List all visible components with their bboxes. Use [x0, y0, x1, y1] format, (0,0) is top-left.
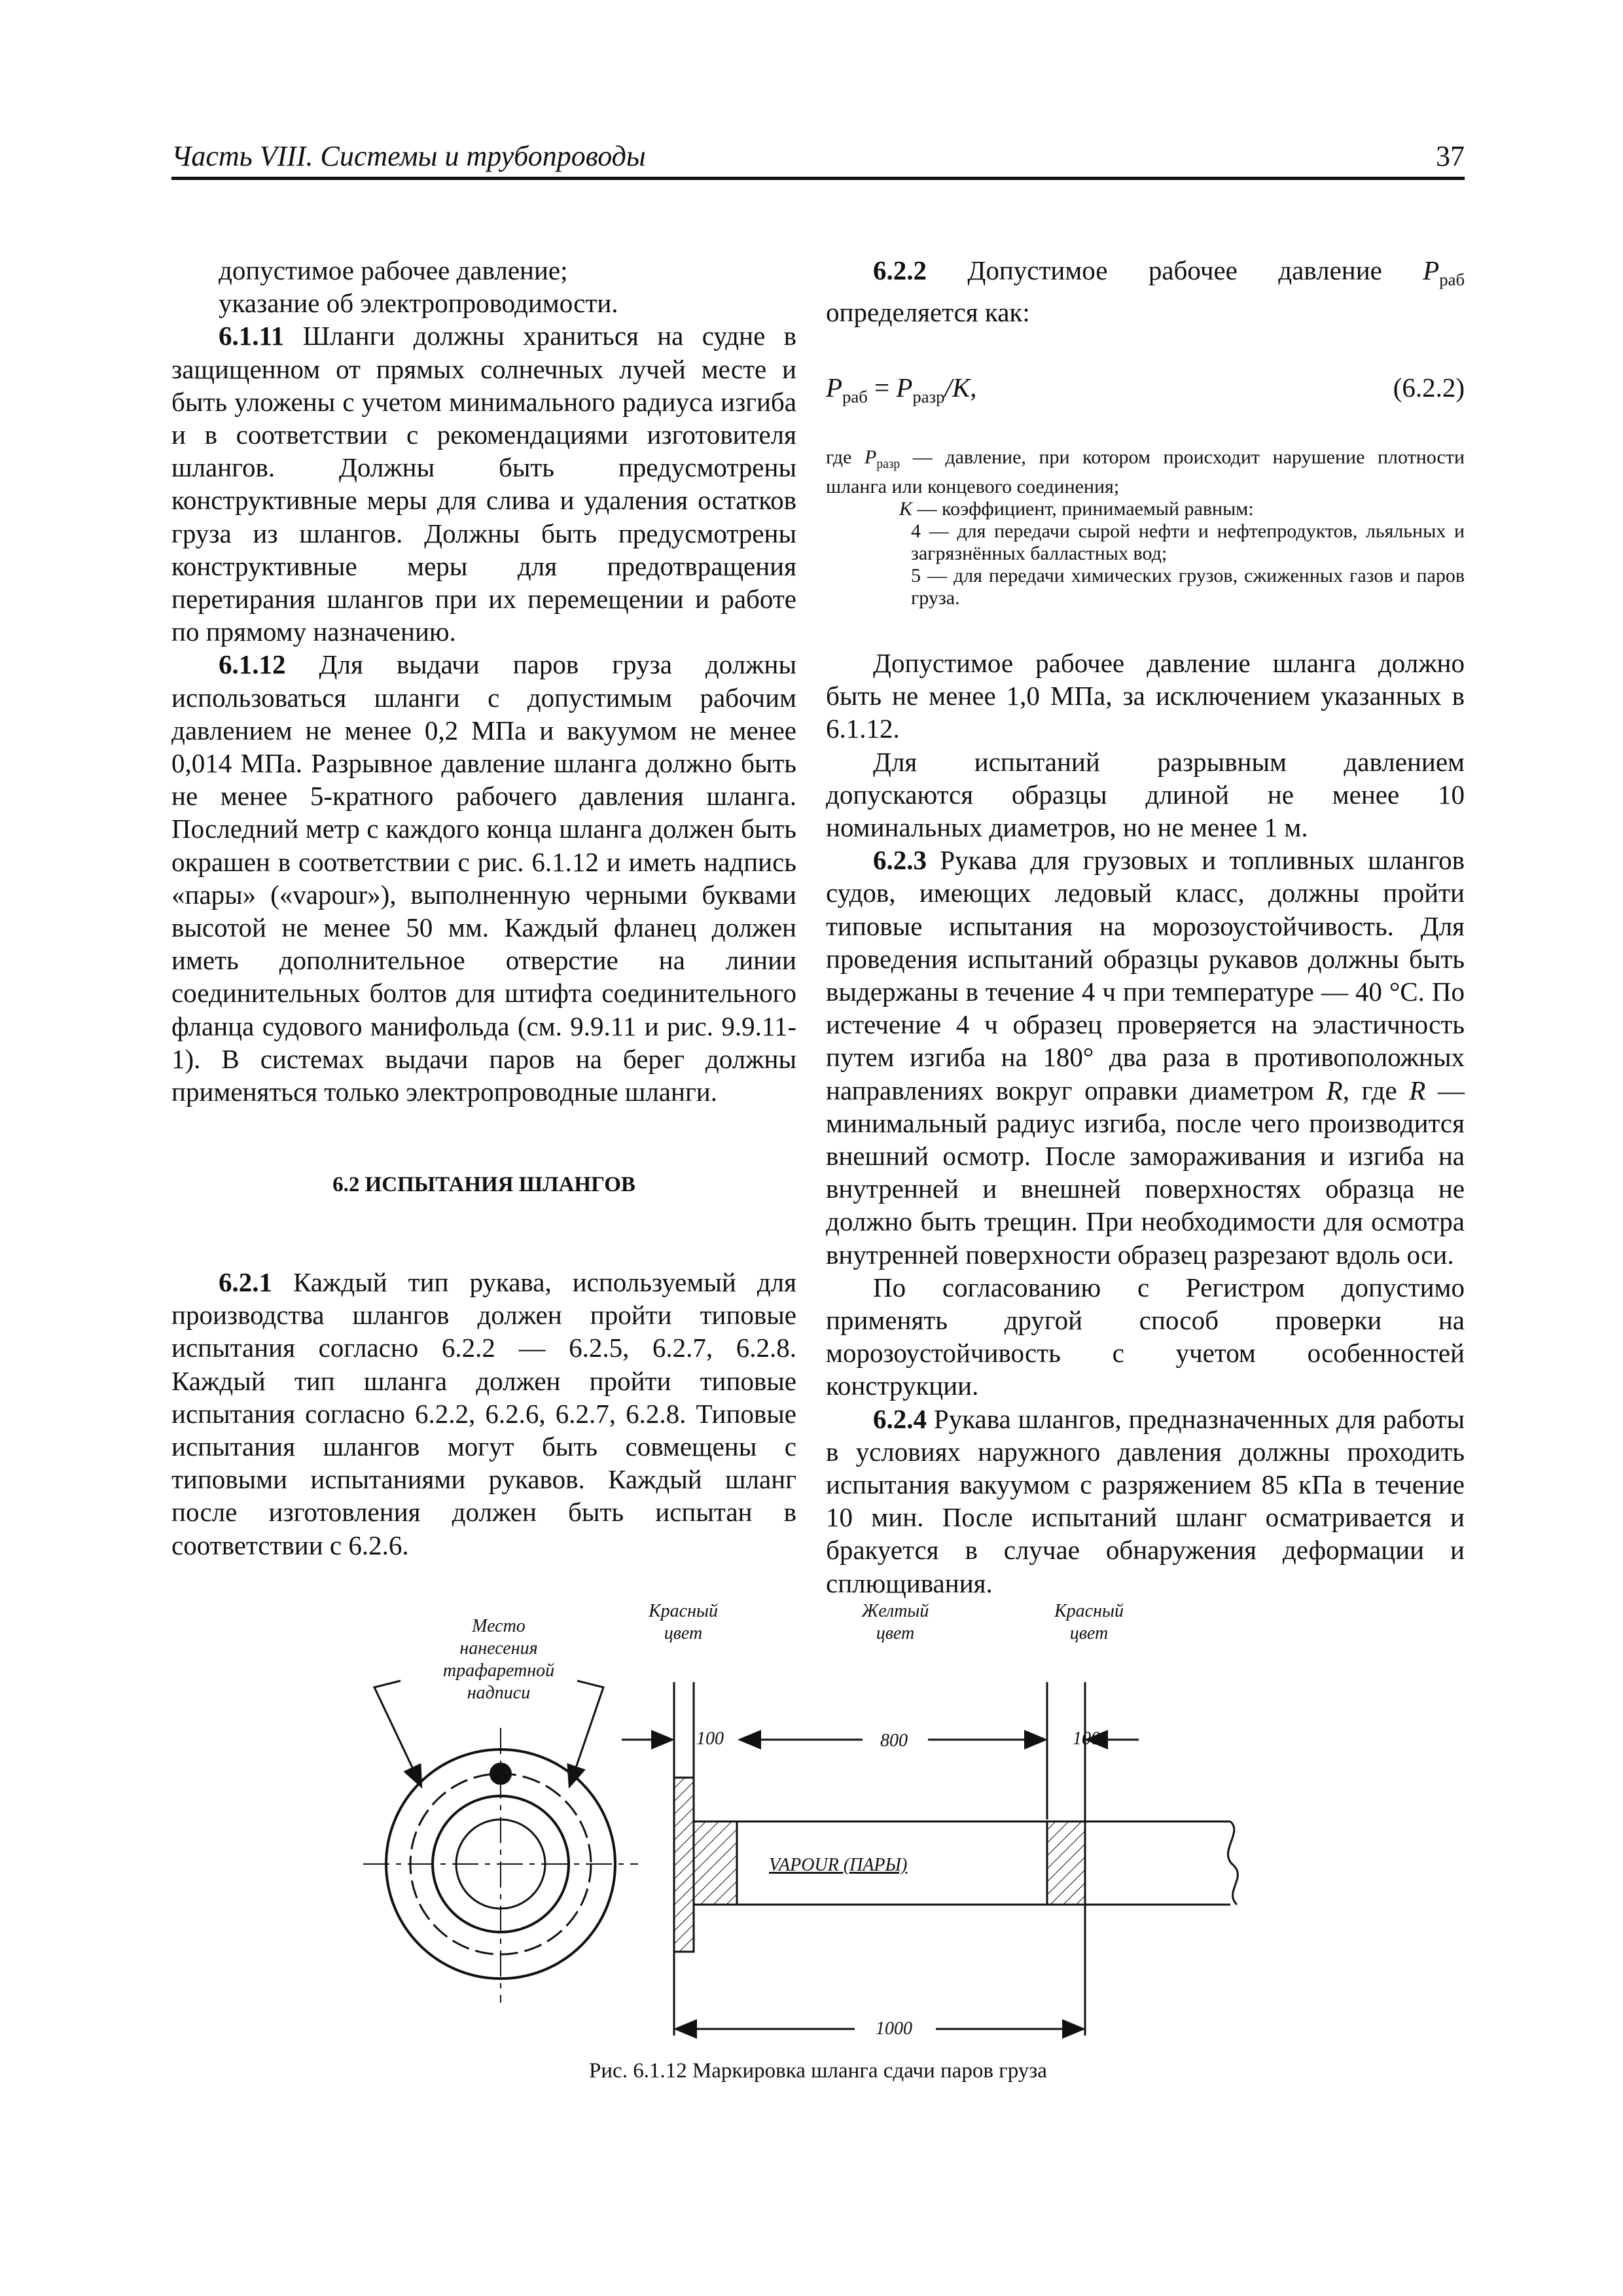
figure-caption: Рис. 6.1.12 Маркировка шланга сдачи паров груза	[589, 2059, 1047, 2083]
paragraph-text: Рукава шлангов, предназначенных для работы в условиях наружного давления должны проходить испытания вакуумом с разряжением 85 кПа в течение 10 мин. После испытаний шланг осматривается и бракуется в случае обнаружения деформации и сплющивания.	[826, 1403, 1465, 1598]
legend-text: — для передачи сырой нефти и нефтепродуктов, льяльных и загрязнённых балластных вод;	[911, 520, 1465, 564]
page-header	[171, 140, 1465, 180]
paragraph-6-2-2	[826, 254, 1465, 329]
paragraph: По согласованию с Регистром допустимо применять другой способ проверки на морозоустойчивость с учетом особенностей конструкции.	[826, 1272, 1465, 1401]
paragraph-text: Рукава для грузовых и топливных шлангов судов, имеющих ледовый класс, должны пройти типовые испытания на морозоустойчивость. Для проведения испытаний образцы рукавов должны быть выдержаны в течение 4 ч при температуре — 40 °С. По истечение 4 ч образец проверяется на эластичность путем изгиба на 180° два раза в противоположных направлениях вокруг оправки диаметром	[826, 845, 1465, 1105]
label-place: Место нанесения трафаретной надписи	[442, 1616, 555, 1703]
legend-where: где	[826, 446, 852, 468]
paragraph: указание об электропроводимости.	[219, 288, 618, 319]
dim-100-left: 100	[696, 1729, 724, 1749]
section-number: 6.2.1	[219, 1267, 272, 1297]
label-yellow: Желтый цвет	[861, 1601, 929, 1643]
paragraph: Допустимое рабочее давление шланга должно быть не менее 1,0 МПа, за исключением указанных в 6.1.12.	[826, 648, 1465, 744]
subscript: разр	[912, 387, 945, 407]
section-number: 6.2.3	[873, 845, 927, 876]
hose-marking-figure	[327, 1584, 1309, 2068]
header-title: Часть VIII. Системы и трубопроводы	[171, 140, 646, 172]
legend-row-p	[826, 446, 1465, 498]
paragraph-6-2-3	[826, 844, 1465, 1271]
paragraph-text: Допустимое рабочее давление	[967, 255, 1423, 285]
paragraph-6-2-1	[171, 1266, 796, 1562]
red-band-left	[694, 1821, 737, 1905]
formula-number: (6.2.2)	[1393, 372, 1465, 403]
section-number: 6.2.2	[873, 255, 927, 285]
variable: P	[826, 372, 843, 403]
variable: P	[864, 446, 877, 468]
legend-text: — коэффициент, принимаемый равным:	[917, 498, 1254, 520]
paragraph-text: Каждый тип рукава, используемый для производства шлангов должен пройти типовые испытания согласно 6.2.2 — 6.2.5, 6.2.7, 6.2.8. Каждый тип шланга должен пройти типовые испытания согласно 6.2.2, 6.2.6, 6.2.7, 6.2.8. Типовые испытания шлангов могут быть совмещены с типовыми испытаниями рукавов. Каждый шланг после изготовления должен быть испытан в соответствии с 6.2.6.	[171, 1267, 796, 1560]
section-number: 6.1.11	[219, 321, 285, 351]
flange-side	[674, 1778, 694, 1952]
red-band-right	[1047, 1821, 1085, 1905]
formula-expression	[826, 372, 976, 407]
variable: R	[1326, 1075, 1343, 1105]
label-red-2: Красный цвет	[1054, 1601, 1124, 1643]
legend-row-5	[826, 565, 1465, 609]
dim-1000: 1000	[876, 2018, 912, 2039]
left-column-lower	[171, 1266, 796, 1562]
hose-label: VAPOUR (ПАРЫ)	[769, 1855, 908, 1875]
left-column	[171, 254, 796, 1108]
dim-800: 800	[880, 1731, 908, 1751]
legend-value: 4	[911, 520, 921, 542]
paragraph-text: — минимальный радиус изгиба, после чего производится внешний осмотр. После замораживания и изгиба на внутренней и внешней поверхностях образца не должно быть трещин. При необходимости для осмотра внутренней поверхности образец разрезают вдоль оси.	[826, 1075, 1465, 1270]
legend-text: — для передачи химических грузов, сжиженных газов и паров груза.	[911, 565, 1465, 609]
paragraph-text: Для выдачи паров груза должны использоваться шланги с допустимым рабочим давлением не менее 0,2 МПа и вакуумом не менее 0,014 МПа. Разрывное давление шланга должно быть не менее 5-кратного рабочего давления шланга. Последний метр с каждого конца шланга должен быть окрашен в соответствии с рис. 6.1.12 и иметь надпись «пары» («vapour»), выполненную черными буквами высотой не менее 50 мм. Каждый фланец должен иметь дополнительное отверстие на линии соединительных болтов для штифта соединительного фланца судового манифольда (см. 9.9.11 и рис. 9.9.11-1). В системах выдачи паров на берег должны применяться только электропроводные шланги.	[171, 649, 796, 1107]
subscript: раб	[842, 387, 868, 407]
variable: K	[899, 498, 913, 520]
subscript: разр	[876, 457, 901, 471]
variable: /K,	[944, 372, 977, 403]
label-red-1: Красный цвет	[649, 1601, 718, 1643]
legend-row-k	[826, 498, 1465, 520]
paragraph-6-2-4	[826, 1403, 1465, 1600]
paragraph: Для испытаний разрывным давлением допускаются образцы длиной не менее 10 номинальных диаметров, но не менее 1 м.	[826, 746, 1465, 843]
subscript: раб	[1439, 270, 1465, 290]
paragraph-6-1-12	[171, 648, 796, 1108]
section-heading: 6.2 ИСПЫТАНИЯ ШЛАНГОВ	[332, 1173, 635, 1196]
paragraph-6-1-11	[171, 319, 796, 648]
page-number: 37	[1436, 140, 1465, 172]
paragraph-text: , где	[1342, 1075, 1410, 1105]
paragraph-text: Шланги должны храниться на судне в защищенном от прямых солнечных лучей месте и быть уложены с учетом минимального радиуса изгиба и в соответствии с рекомендациями изготовителя шлангов. Должны быть предусмотрены конструктивные меры для слива и удаления остатков груза из шлангов. Должны быть предусмотрены конструктивные меры для предотвращения перетирания шлангов при их перемещении и работе по прямому назначению.	[171, 321, 797, 647]
right-column-lower	[826, 647, 1465, 1600]
variable: P	[1423, 255, 1440, 285]
variable: R	[1409, 1075, 1426, 1105]
variable: P	[896, 372, 913, 403]
paragraph-text: определяется как:	[826, 297, 1030, 328]
paragraph: допустимое рабочее давление;	[219, 255, 568, 285]
legend-row-4	[826, 520, 1465, 565]
legend-value: 5	[911, 565, 921, 586]
formula-legend	[826, 446, 1465, 609]
section-number: 6.2.4	[873, 1403, 927, 1434]
right-column	[826, 254, 1465, 329]
stencil-dot	[490, 1763, 512, 1785]
equals-sign: =	[867, 372, 897, 403]
dim-100-right: 100	[1073, 1729, 1100, 1749]
section-number: 6.1.12	[219, 649, 286, 680]
legend-text: — давление, при котором происходит нарушение плотности шланга или концевого соединения;	[826, 446, 1465, 497]
